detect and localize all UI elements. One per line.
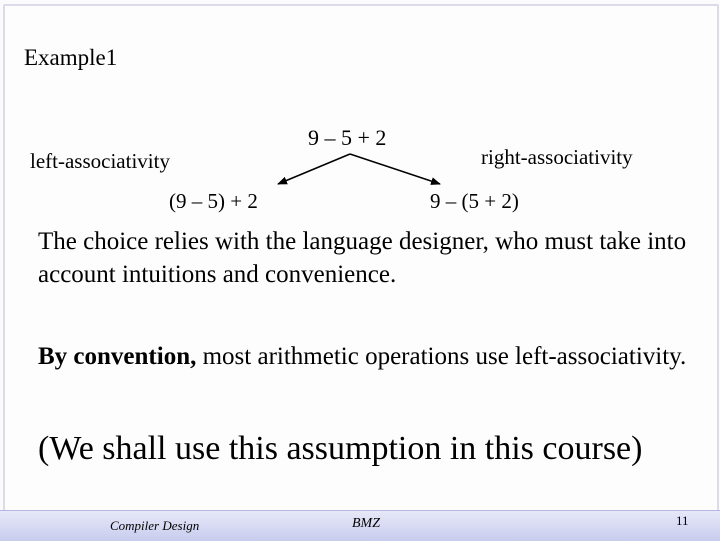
footer-author: BMZ <box>352 516 380 531</box>
paragraph-design-choice: The choice relies with the language designer, who must take into account intuitions and convenience. <box>38 228 687 288</box>
paragraph-convention <box>38 340 698 373</box>
right-associativity-label: right-associativity <box>481 145 633 169</box>
page-number: 11 <box>676 513 689 528</box>
convention-rest: most arithmetic operations use left-associativity. <box>196 343 687 370</box>
footer-course: Compiler Design <box>110 518 200 533</box>
left-associativity-label: left-associativity <box>30 149 170 173</box>
convention-bold: By convention, <box>38 343 197 370</box>
left-grouping: (9 – 5) + 2 <box>169 189 258 213</box>
right-grouping: 9 – (5 + 2) <box>430 189 519 213</box>
paragraph-assumption: (We shall use this assumption in this course) <box>38 430 643 467</box>
slide-title: Example1 <box>24 45 118 70</box>
expression: 9 – 5 + 2 <box>308 125 387 150</box>
